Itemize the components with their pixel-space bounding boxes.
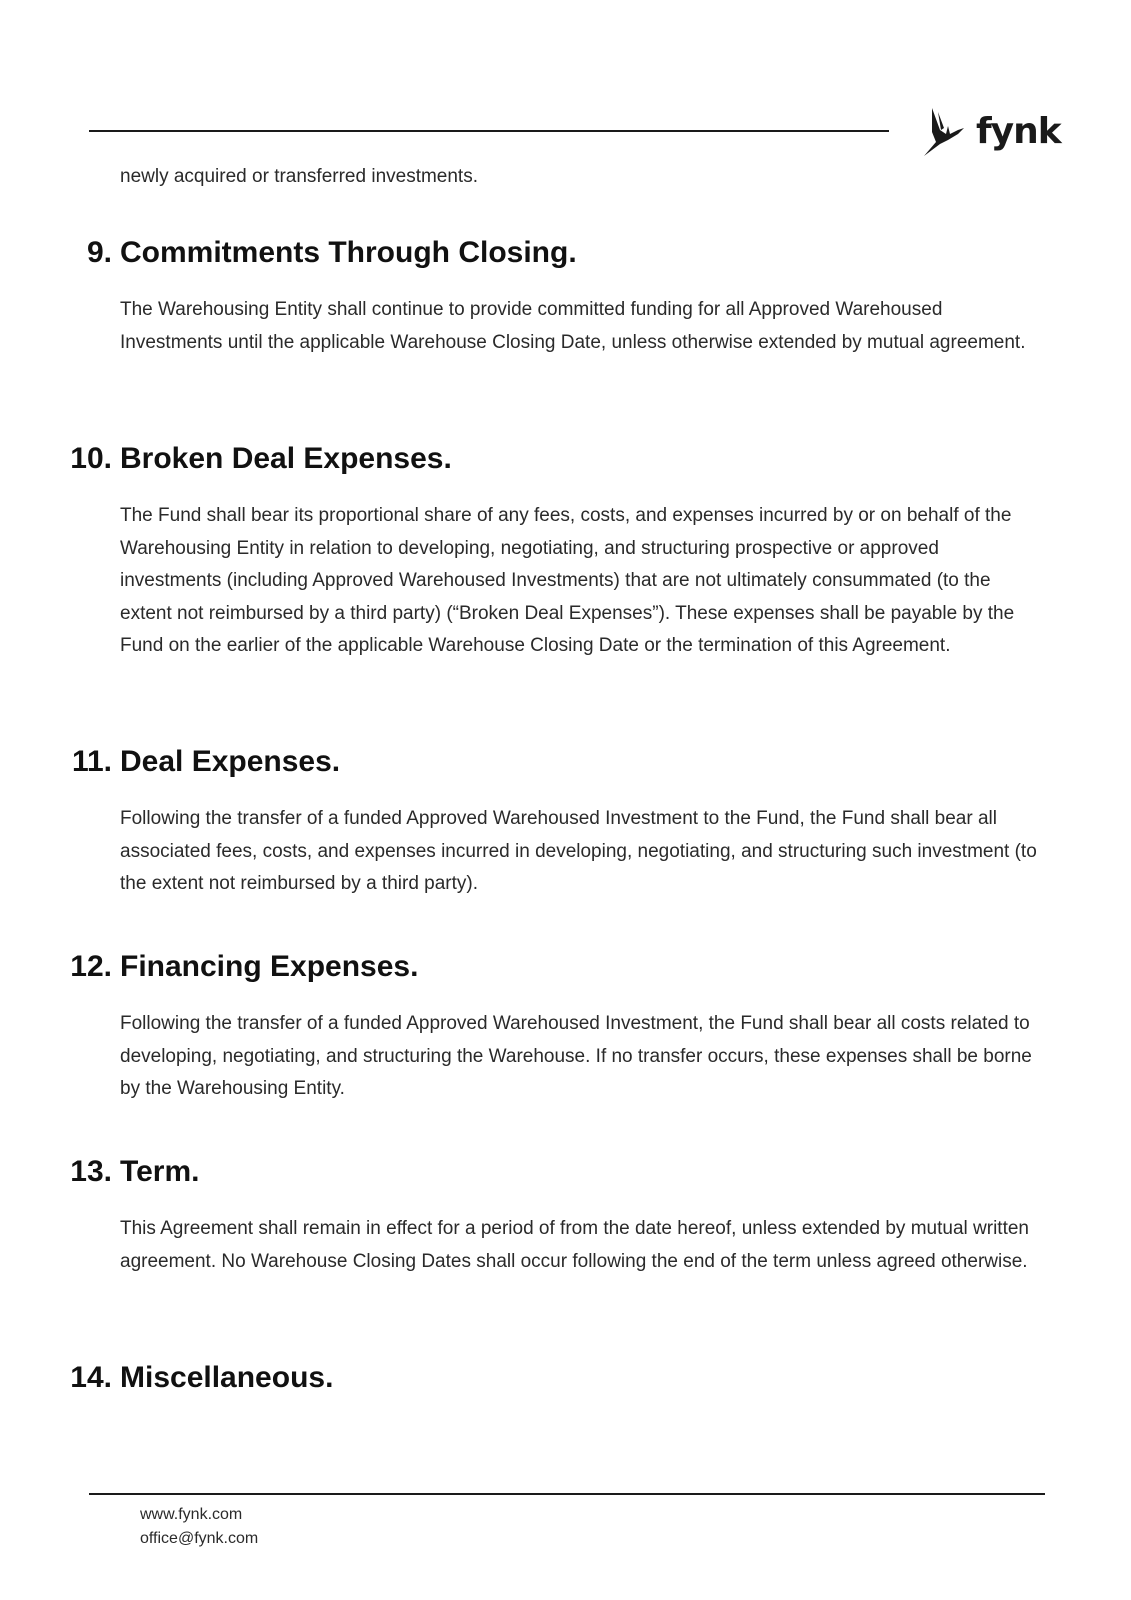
section-heading xyxy=(0,1147,1131,1197)
section-body: Following the transfer of a funded Approved Warehoused Investment, the Fund shall bear all costs related to developing, negotiating, and structuring the Warehouse. If no transfer occurs, these expenses shall be borne by the Warehousing Entity. xyxy=(120,1013,1032,1099)
bird-icon xyxy=(918,104,974,160)
section-10 xyxy=(0,434,1131,663)
section-heading xyxy=(0,942,1131,992)
section-12 xyxy=(0,942,1131,1106)
section-11 xyxy=(0,737,1131,901)
footer-divider xyxy=(89,1493,1045,1495)
section-number: 12. xyxy=(70,950,112,983)
header-divider xyxy=(89,130,889,132)
section-title: Miscellaneous. xyxy=(120,1361,334,1394)
section-number: 10. xyxy=(70,442,112,475)
section-number: 14. xyxy=(70,1361,112,1394)
section-number: 13. xyxy=(70,1155,112,1188)
section-body: The Fund shall bear its proportional share of any fees, costs, and expenses incurred by or on behalf of the Warehousing Entity in relation to developing, negotiating, and structuring prospective or approved investments (including Approved Warehoused Investments) that are not ultimately consummated (to the extent not reimbursed by a third party) (“Broken Deal Expenses”). These expenses shall be payable by the Fund on the earlier of the applicable Warehouse Closing Date or the termination of this Agreement. xyxy=(120,505,1015,656)
section-heading xyxy=(0,228,1131,278)
carryover-paragraph: newly acquired or transferred investments. xyxy=(120,166,478,187)
section-number: 9. xyxy=(86,236,112,269)
footer-email-link[interactable]: office@fynk.com xyxy=(140,1530,259,1547)
section-14 xyxy=(0,1353,1131,1403)
section-title: Broken Deal Expenses. xyxy=(120,442,452,475)
section-heading xyxy=(0,737,1131,787)
section-body: The Warehousing Entity shall continue to provide committed funding for all Approved Warehoused Investments until the applicable Warehouse Closing Date, unless otherwise extended by mutual agreement. xyxy=(120,299,1026,353)
section-body: Following the transfer of a funded Approved Warehoused Investment to the Fund, the Fund shall bear all associated fees, costs, and expenses incurred in developing, negotiating, and structuring such investment (to the extent not reimbursed by a third party). xyxy=(120,808,1037,894)
brand-logo xyxy=(918,104,1061,160)
section-heading xyxy=(0,434,1131,484)
brand-wordmark: fynk xyxy=(976,111,1061,152)
section-body: This Agreement shall remain in effect for a period of from the date hereof, unless extended by mutual written agreement. No Warehouse Closing Dates shall occur following the end of the term unless agreed otherwise. xyxy=(120,1218,1029,1272)
section-13 xyxy=(0,1147,1131,1278)
section-9 xyxy=(0,228,1131,359)
section-title: Commitments Through Closing. xyxy=(120,236,577,269)
section-title: Financing Expenses. xyxy=(120,950,419,983)
section-title: Term. xyxy=(120,1155,200,1188)
section-heading xyxy=(0,1353,1131,1403)
section-number: 11. xyxy=(71,745,112,778)
footer-website-link[interactable]: www.fynk.com xyxy=(140,1506,243,1523)
section-title: Deal Expenses. xyxy=(120,745,341,778)
